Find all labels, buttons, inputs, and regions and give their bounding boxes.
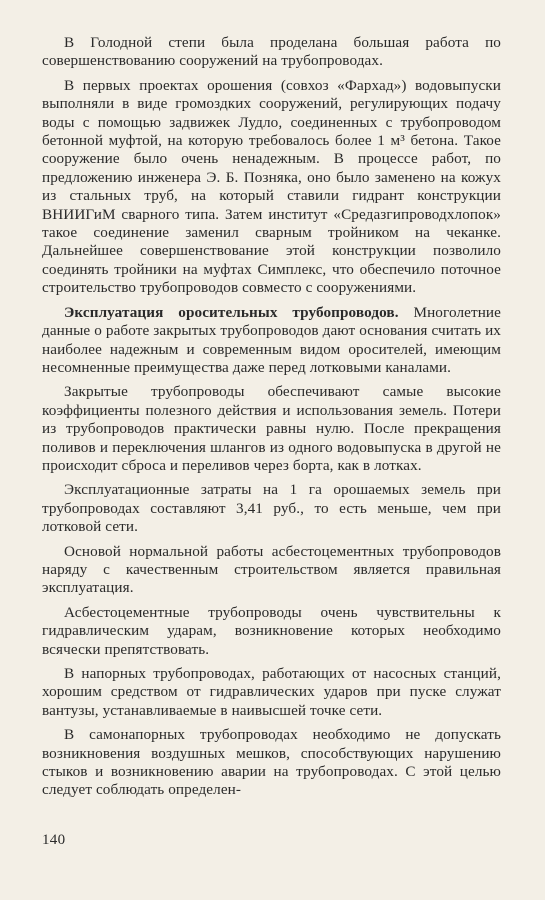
paragraph-5-text: Эксплуатационные затраты на 1 га орошаемых земель при трубопроводах составляют 3,41 руб., то есть меньше, чем при лотковой сети. bbox=[42, 481, 501, 536]
paragraph-2 bbox=[42, 77, 501, 298]
paragraph-4-text: Закрытые трубопроводы обеспечивают самые высокие коэффициенты полезного действия и использования земель. Потери из трубопроводов практически равны нулю. После прекращения поливов и переключения шлангов из одного водовыпуска в другой не происходит сброса и переливов через борта, как в лотках. bbox=[42, 383, 501, 474]
page-number: 140 bbox=[42, 832, 66, 848]
paragraph-6-text: Основой нормальной работы асбестоцементных трубопроводов наряду с качественным строительством является правильная эксплуатация. bbox=[42, 542, 501, 597]
paragraph-5 bbox=[42, 481, 501, 536]
paragraph-7 bbox=[42, 604, 501, 659]
paragraph-3-text: Многолетние данные о работе закрытых трубопроводов дают основания считать их наиболее надежным и современным видом оросителей, имеющим несомненные преимущества даже перед лотковыми каналами. bbox=[42, 303, 501, 376]
paragraph-1 bbox=[42, 34, 501, 71]
paragraph-9 bbox=[42, 726, 501, 800]
paragraph-1-text: В Голодной степи была проделана большая работа по совершенствованию сооружений на трубопроводах. bbox=[42, 34, 501, 70]
paragraph-7-text: Асбестоцементные трубопроводы очень чувствительны к гидравлическим ударам, возникновение которых необходимо всячески препятствовать. bbox=[42, 603, 501, 658]
body-text bbox=[42, 34, 501, 800]
paragraph-6 bbox=[42, 543, 501, 598]
paragraph-3 bbox=[42, 304, 501, 378]
paragraph-9-text: В самонапорных трубопроводах необходимо не допускать возникновения воздушных мешков, способствующих нарушению стыков и возникновению аварии на трубопроводах. С этой целью следует соблюдать определен- bbox=[42, 726, 501, 799]
paragraph-4 bbox=[42, 383, 501, 475]
section-heading: Эксплуатация оросительных трубопроводов. bbox=[64, 303, 399, 321]
paragraph-8-text: В напорных трубопроводах, работающих от насосных станций, хорошим средством от гидравлических ударов при пуске служат вантузы, устанавливаемые в наивысшей точке сети. bbox=[42, 665, 501, 719]
paragraph-8 bbox=[42, 665, 501, 720]
paragraph-2-text: В первых проектах орошения (совхоз «Фархад») водовыпуски выполняли в виде громоздких сооружений, регулирующих подачу воды с помощью задвижек Лудло, соединенных с трубопроводом бетонной муфтой, на которую требовалось более 1 м³ бетона. Такое сооружение было очень ненадежным. В процессе работ, по предложению инженера Э. Б. Позняка, оно было заменено на кожух из стальных труб, на который ставили гидрант конструкции ВНИИГиМ сварного типа. Затем институт «Средазгипроводхлопок» такое соединение заменил сварным тройником на чеканке. Дальнейшее совершенствование этой конструкции позволило соединять тройники на муфтах Симплекс, что обеспечило поточное строительство трубопроводов совместо с сооружениями. bbox=[42, 76, 501, 297]
